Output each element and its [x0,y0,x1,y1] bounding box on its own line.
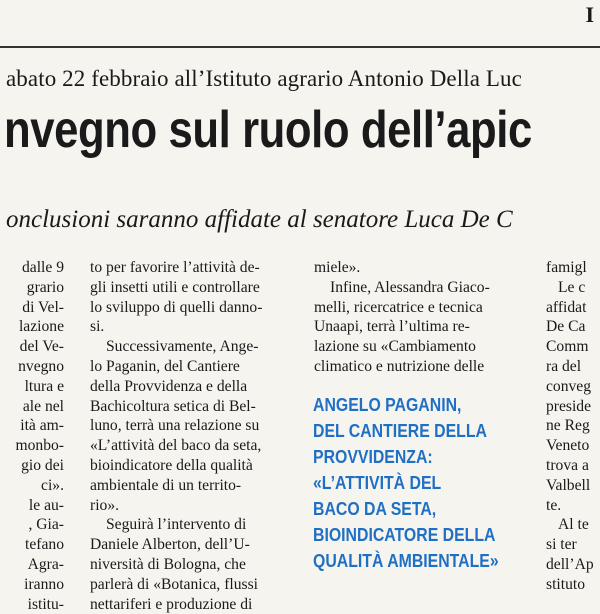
text-line: ne Reg [546,417,590,435]
text-line: ale nel [22,397,64,415]
text-line: ità am- [20,417,64,435]
headline: nvegno sul ruolo dell’apic [4,101,532,159]
text-line: to per favorire l’attività de- [90,259,260,276]
subheadline: onclusioni saranno affidate al senatore Luca De C [6,206,513,233]
text-line: lo Paganin, del Cantiere [90,357,240,375]
text-line: trova a [546,456,589,474]
text-line: dalle 9 [22,259,64,276]
column-3 [314,258,524,377]
text-line: iranno [24,575,64,593]
text-line: si ter [546,536,577,554]
pull-quote-line: QUALITÀ AMBIENTALE» [313,551,499,571]
page-corner-letter: I [585,2,594,27]
pull-quote-line: BACO DA SETA, [313,499,437,519]
text-line: gio dei [21,456,64,474]
text-line: si. [90,318,105,336]
text-line: , Gia- [28,516,64,534]
kicker-line: abato 22 febbraio all’Istituto agrario Antonio Della Luc [6,66,522,91]
pull-quote [313,392,499,574]
text-line: grario [26,278,64,296]
text-line: Successivamente, Ange- [106,338,259,356]
text-line: Agra- [27,555,64,573]
text-line: ltura e [24,377,64,395]
text-line: Seguirà l’intervento di [106,516,247,534]
text-line: gli insetti utili e controllare [90,278,260,296]
text-line: rio». [90,496,120,514]
text-line: di Vel- [22,298,64,316]
column-1 [15,258,64,614]
text-line: Comm [546,338,589,356]
text-line: bioindicatore della qualità [90,456,253,474]
text-line: affidat [546,298,587,316]
column-2 [90,258,296,614]
text-line: «L’attività del baco da seta, [90,437,262,455]
text-line: preside [546,397,592,415]
text-line: Al te [558,516,589,534]
text-line: nvegno [18,357,64,375]
text-line: Veneto [546,437,590,455]
text-line: niversità di Bologna, che [90,555,246,573]
text-line: nettariferi e produzione di [90,595,253,613]
text-line: le au- [28,496,64,514]
text-line: Unaapi, terrà l’ultima re- [314,318,470,336]
pull-quote-line: DEL CANTIERE DELLA [313,421,487,441]
text-line: climatico e nutrizione delle [314,357,485,375]
text-line: ambientale di un territo- [90,476,242,494]
text-line: De Ca [546,318,586,336]
text-line: lo sviluppo di quelli danno- [90,298,263,316]
pull-quote-line: «L’ATTIVITÀ DEL [313,473,442,493]
text-line: famigl [546,259,587,276]
text-line: Daniele Alberton, dell’U- [90,536,250,554]
text-line: luno, terrà una relazione su [90,417,260,435]
text-line: della Provvidenza e della [90,377,248,395]
text-line: Infine, Alessandra Giaco- [330,278,490,296]
text-line: tefano [25,536,64,554]
pull-quote-line: PROVVIDENZA: [313,447,433,467]
text-line: parlerà di «Botanica, flussi [90,575,259,593]
text-line: dell’Ap [546,555,594,573]
text-line: lazione su «Cambiamento [314,338,476,356]
text-line: Bachicoltura setica di Bel- [90,397,256,415]
column-4 [546,258,594,595]
text-line: istitu- [27,595,64,613]
text-line: monbo- [15,437,64,455]
text-line: stituto [546,575,585,593]
text-line: Le c [558,278,586,296]
text-line: melli, ricercatrice e tecnica [314,298,483,316]
pull-quote-line: ANGELO PAGANIN, [313,395,462,415]
text-line: miele». [314,259,361,276]
pull-quote-line: BIOINDICATORE DELLA [313,525,496,545]
text-line: ci». [41,476,64,494]
text-line: lazione [18,318,64,336]
text-line: ra del [546,357,582,375]
text-line: Valbell [546,476,591,494]
text-line: te. [546,496,562,514]
text-line: del Ve- [19,338,64,356]
header-rule [0,46,600,48]
text-line: conveg [546,377,592,395]
